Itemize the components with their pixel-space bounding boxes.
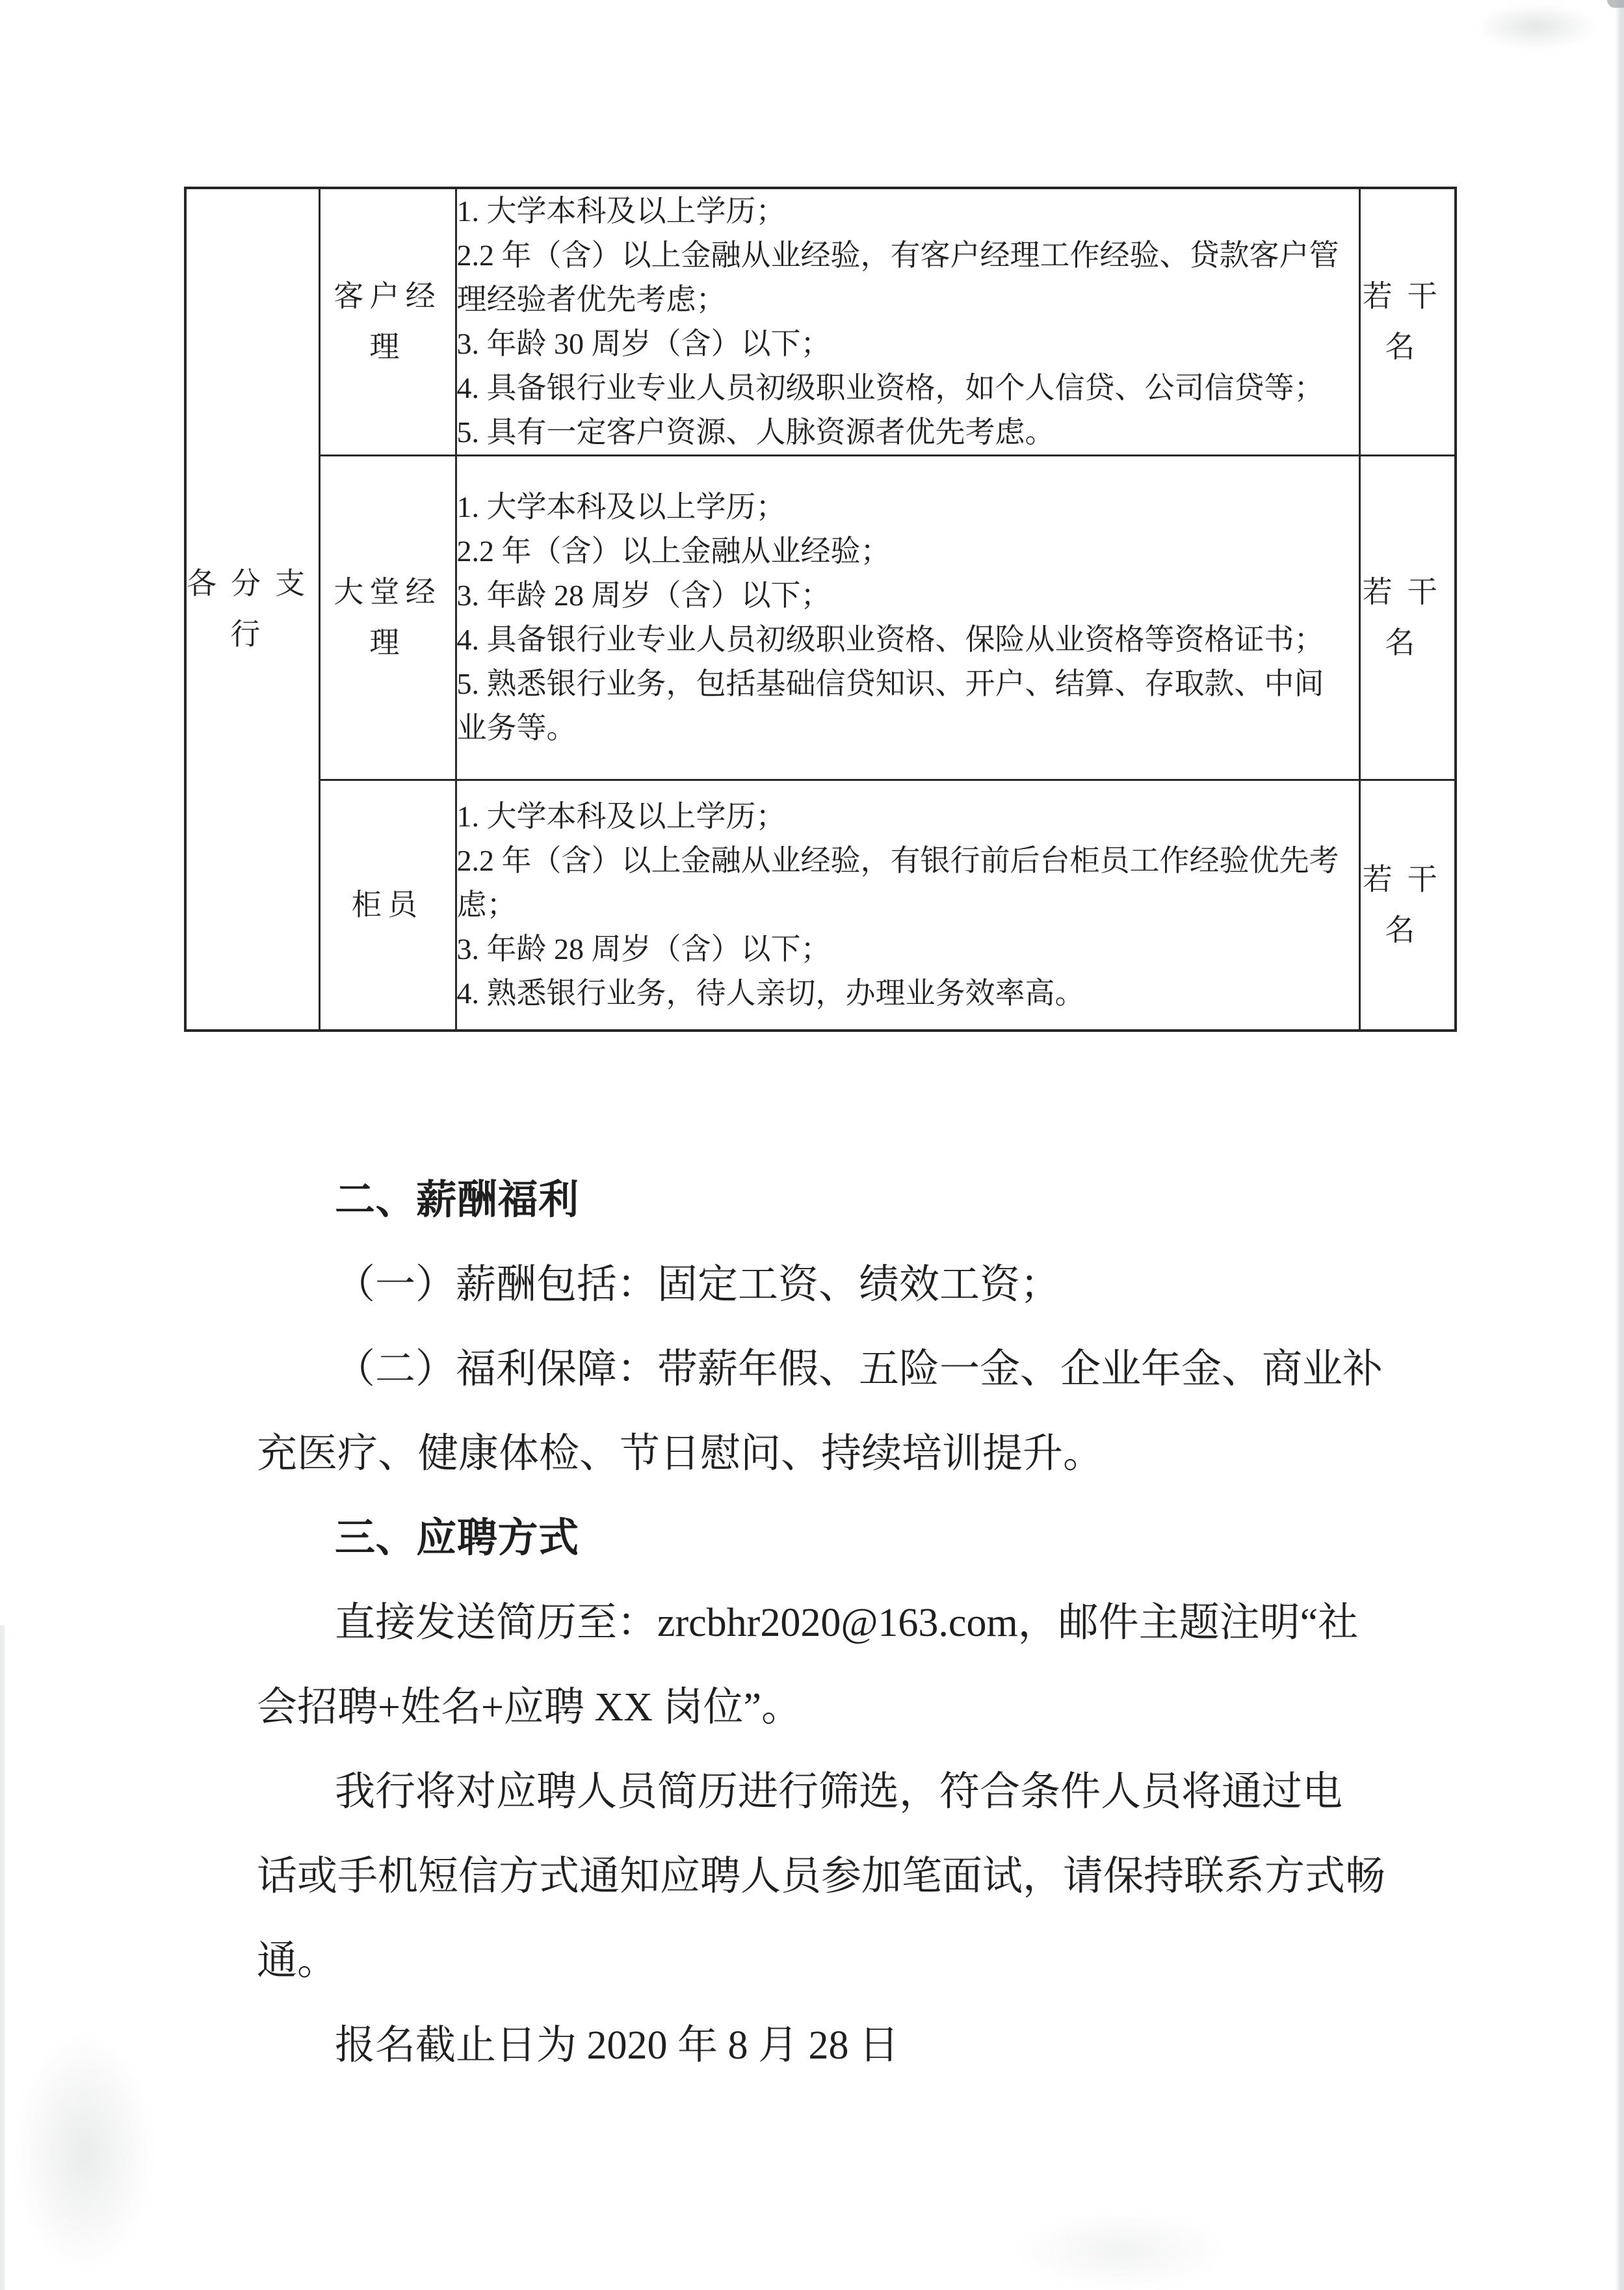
- apply-section-heading: 三、应聘方式: [335, 1516, 579, 1560]
- requirement-line: 3. 年龄 28 周岁（含）以下；: [456, 932, 831, 966]
- quota-cell: [1359, 780, 1456, 1031]
- quota-line: 名: [1385, 626, 1430, 659]
- scan-edge-shadow: [1615, 0, 1624, 2290]
- salary-item-2-line: （二）福利保障：带薪年假、五险一金、企业年金、商业补: [335, 1347, 1383, 1391]
- salary-item-1: （一）薪酬包括：固定工资、绩效工资；: [335, 1263, 1061, 1307]
- requirement-line: 1. 大学本科及以上学历；: [456, 194, 786, 228]
- requirement-line: 3. 年龄 28 周岁（含）以下；: [456, 579, 831, 612]
- table-row: [185, 780, 1456, 1031]
- requirement-line: 理经验者优先考虑；: [456, 283, 726, 316]
- requirement-line: 5. 熟悉银行业务，包括基础信贷知识、开户、结算、存取款、中间: [456, 667, 1324, 700]
- scan-artifact: [1607, 0, 1624, 8]
- requirement-line: 2.2 年（含）以上金融从业经验；: [456, 534, 891, 568]
- scan-edge-shadow: [0, 1625, 5, 2290]
- salary-item-2-line: 充医疗、健康体检、节日慰问、持续培训提升。: [257, 1432, 1104, 1476]
- quota-line: 名: [1385, 330, 1430, 363]
- quota-cell: [1359, 456, 1456, 780]
- requirement-line: 3. 年龄 30 周岁（含）以下；: [456, 327, 831, 360]
- table-row: [185, 188, 1456, 456]
- position-label-line: 柜员: [351, 888, 424, 921]
- requirement-line: 2.2 年（含）以上金融从业经验，有银行前后台柜员工作经验优先考: [456, 844, 1339, 877]
- requirement-line: 4. 熟悉银行业务，待人亲切，办理业务效率高。: [456, 977, 1085, 1010]
- position-label-line: 理: [369, 626, 406, 659]
- deadline-line: 报名截止日为 2020 年 8 月 28 日: [335, 2023, 900, 2068]
- apply-email-line: 直接发送简历至：zrcbhr2020@163.com，邮件主题注明“社: [335, 1601, 1359, 1645]
- position-cell: [319, 780, 456, 1031]
- apply-email-line: 会招聘+姓名+应聘 XX 岗位”。: [257, 1685, 802, 1730]
- branch-label-line: 各分支: [187, 567, 320, 600]
- branch-label-line: 行: [230, 618, 275, 651]
- scan-artifact: [1474, 4, 1598, 49]
- apply-screening-line: 通。: [257, 1939, 338, 1983]
- quota-line: 若干: [1362, 863, 1452, 896]
- recruitment-table: [184, 187, 1457, 1032]
- position-cell: [319, 188, 456, 456]
- requirements-cell: [456, 456, 1359, 780]
- salary-section-heading: 二、薪酬福利: [335, 1178, 579, 1222]
- requirement-line: 2.2 年（含）以上金融从业经验，有客户经理工作经验、贷款客户管: [456, 239, 1339, 272]
- table-row: [185, 456, 1456, 780]
- apply-screening-line: 话或手机短信方式通知应聘人员参加笔面试，请保持联系方式畅: [257, 1854, 1386, 1899]
- branch-cell: [185, 188, 319, 1031]
- requirement-line: 业务等。: [456, 711, 577, 744]
- requirement-line: 虑；: [456, 888, 517, 921]
- requirement-line: 1. 大学本科及以上学历；: [456, 490, 786, 523]
- requirement-line: 5. 具有一定客户资源、人脉资源者优先考虑。: [456, 415, 1055, 449]
- requirement-line: 4. 具备银行业专业人员初级职业资格，如个人信贷、公司信贷等；: [456, 371, 1324, 404]
- position-cell: [319, 456, 456, 780]
- quota-line: 若干: [1362, 575, 1452, 609]
- quota-line: 名: [1385, 914, 1430, 947]
- quota-line: 若干: [1362, 280, 1452, 313]
- requirement-line: 1. 大学本科及以上学历；: [456, 800, 786, 833]
- scan-artifact: [16, 2035, 153, 2269]
- requirements-cell: [456, 188, 1359, 456]
- position-label-line: 理: [369, 330, 406, 363]
- position-label-line: 客户经: [334, 280, 441, 313]
- quota-cell: [1359, 188, 1456, 456]
- document-body: [0, 1158, 1624, 2088]
- scan-artifact: [1014, 2211, 1229, 2290]
- requirements-cell: [456, 780, 1359, 1031]
- requirement-line: 4. 具备银行业专业人员初级职业资格、保险从业资格等资格证书；: [456, 623, 1324, 656]
- position-label-line: 大堂经: [334, 575, 441, 609]
- apply-screening-line: 我行将对应聘人员简历进行筛选，符合条件人员将通过电: [335, 1770, 1343, 1814]
